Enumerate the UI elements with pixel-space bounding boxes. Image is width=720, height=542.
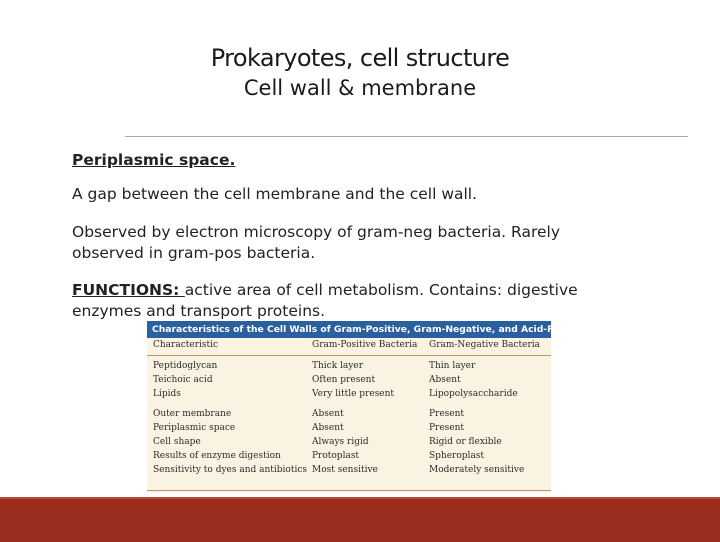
- table-cell: Protoplast: [312, 451, 360, 461]
- table-cell: Teichoic acid: [153, 375, 213, 385]
- table-cell: Often present: [312, 375, 376, 385]
- table-cell: Moderately sensitive: [429, 465, 525, 475]
- table-cell: Present: [429, 409, 465, 419]
- table-cell: Absent: [429, 375, 461, 385]
- functions-text: active area of cell metabolism. Contains: digestive enzymes and transport proteins.: [72, 281, 578, 320]
- paragraph-definition: A gap between the cell membrane and the cell wall.: [72, 185, 478, 203]
- title-divider: [125, 136, 688, 137]
- table-cell: Absent: [312, 409, 344, 419]
- table-bottom-rule: [147, 490, 551, 491]
- slide-title: Prokaryotes, cell structure: [210, 44, 510, 72]
- cell-wall-table: [147, 321, 616, 493]
- table-row: [147, 359, 551, 373]
- table-cell: Lipopolysaccharide: [429, 389, 518, 399]
- header-gram-positive: Gram-Positive Bacteria: [312, 340, 418, 350]
- slide-subtitle: Cell wall & membrane: [243, 76, 477, 100]
- paragraph-functions: [72, 280, 632, 322]
- header-gram-negative: Gram-Negative Bacteria: [429, 340, 541, 350]
- table-cell: Results of enzyme digestion: [153, 451, 281, 461]
- table-cell: Lipids: [153, 389, 181, 399]
- table-cell: Thin layer: [429, 361, 476, 371]
- table-row: [147, 387, 551, 401]
- table-cell: Very little present: [312, 389, 395, 399]
- table-header-row: [147, 338, 551, 356]
- table-cell: Present: [429, 423, 465, 433]
- table-cell: Spheroplast: [429, 451, 485, 461]
- table-row: [147, 435, 551, 449]
- table-cell: Thick layer: [312, 361, 363, 371]
- table-cell: Outer membrane: [153, 409, 232, 419]
- table-cell: Absent: [312, 423, 344, 433]
- table-cell: Peptidoglycan: [153, 361, 218, 371]
- functions-label: FUNCTIONS:: [72, 281, 185, 299]
- table-row: [147, 449, 551, 463]
- footer-band: [0, 497, 720, 542]
- header-characteristic: Characteristic: [153, 340, 219, 350]
- table-cell: Cell shape: [153, 437, 201, 447]
- section-heading: Periplasmic space.: [72, 151, 236, 169]
- table-cell: Periplasmic space: [153, 423, 236, 433]
- paragraph-observation: Observed by electron microscopy of gram-neg bacteria. Rarely observed in gram-pos bacteria.: [72, 223, 561, 262]
- table-cell: Most sensitive: [312, 465, 378, 475]
- table-row: [147, 373, 551, 387]
- table-row: [147, 407, 551, 421]
- table-row: [147, 463, 551, 477]
- table-row: [147, 421, 551, 435]
- table-caption: Characteristics of the Cell Walls of Gram-Positive, Gram-Negative, and Acid-Fast Bacteria: [147, 321, 551, 338]
- table-cell: Sensitivity to dyes and antibiotics: [153, 465, 308, 475]
- table-cell: Rigid or flexible: [429, 437, 502, 447]
- table-cell: Always rigid: [312, 437, 369, 447]
